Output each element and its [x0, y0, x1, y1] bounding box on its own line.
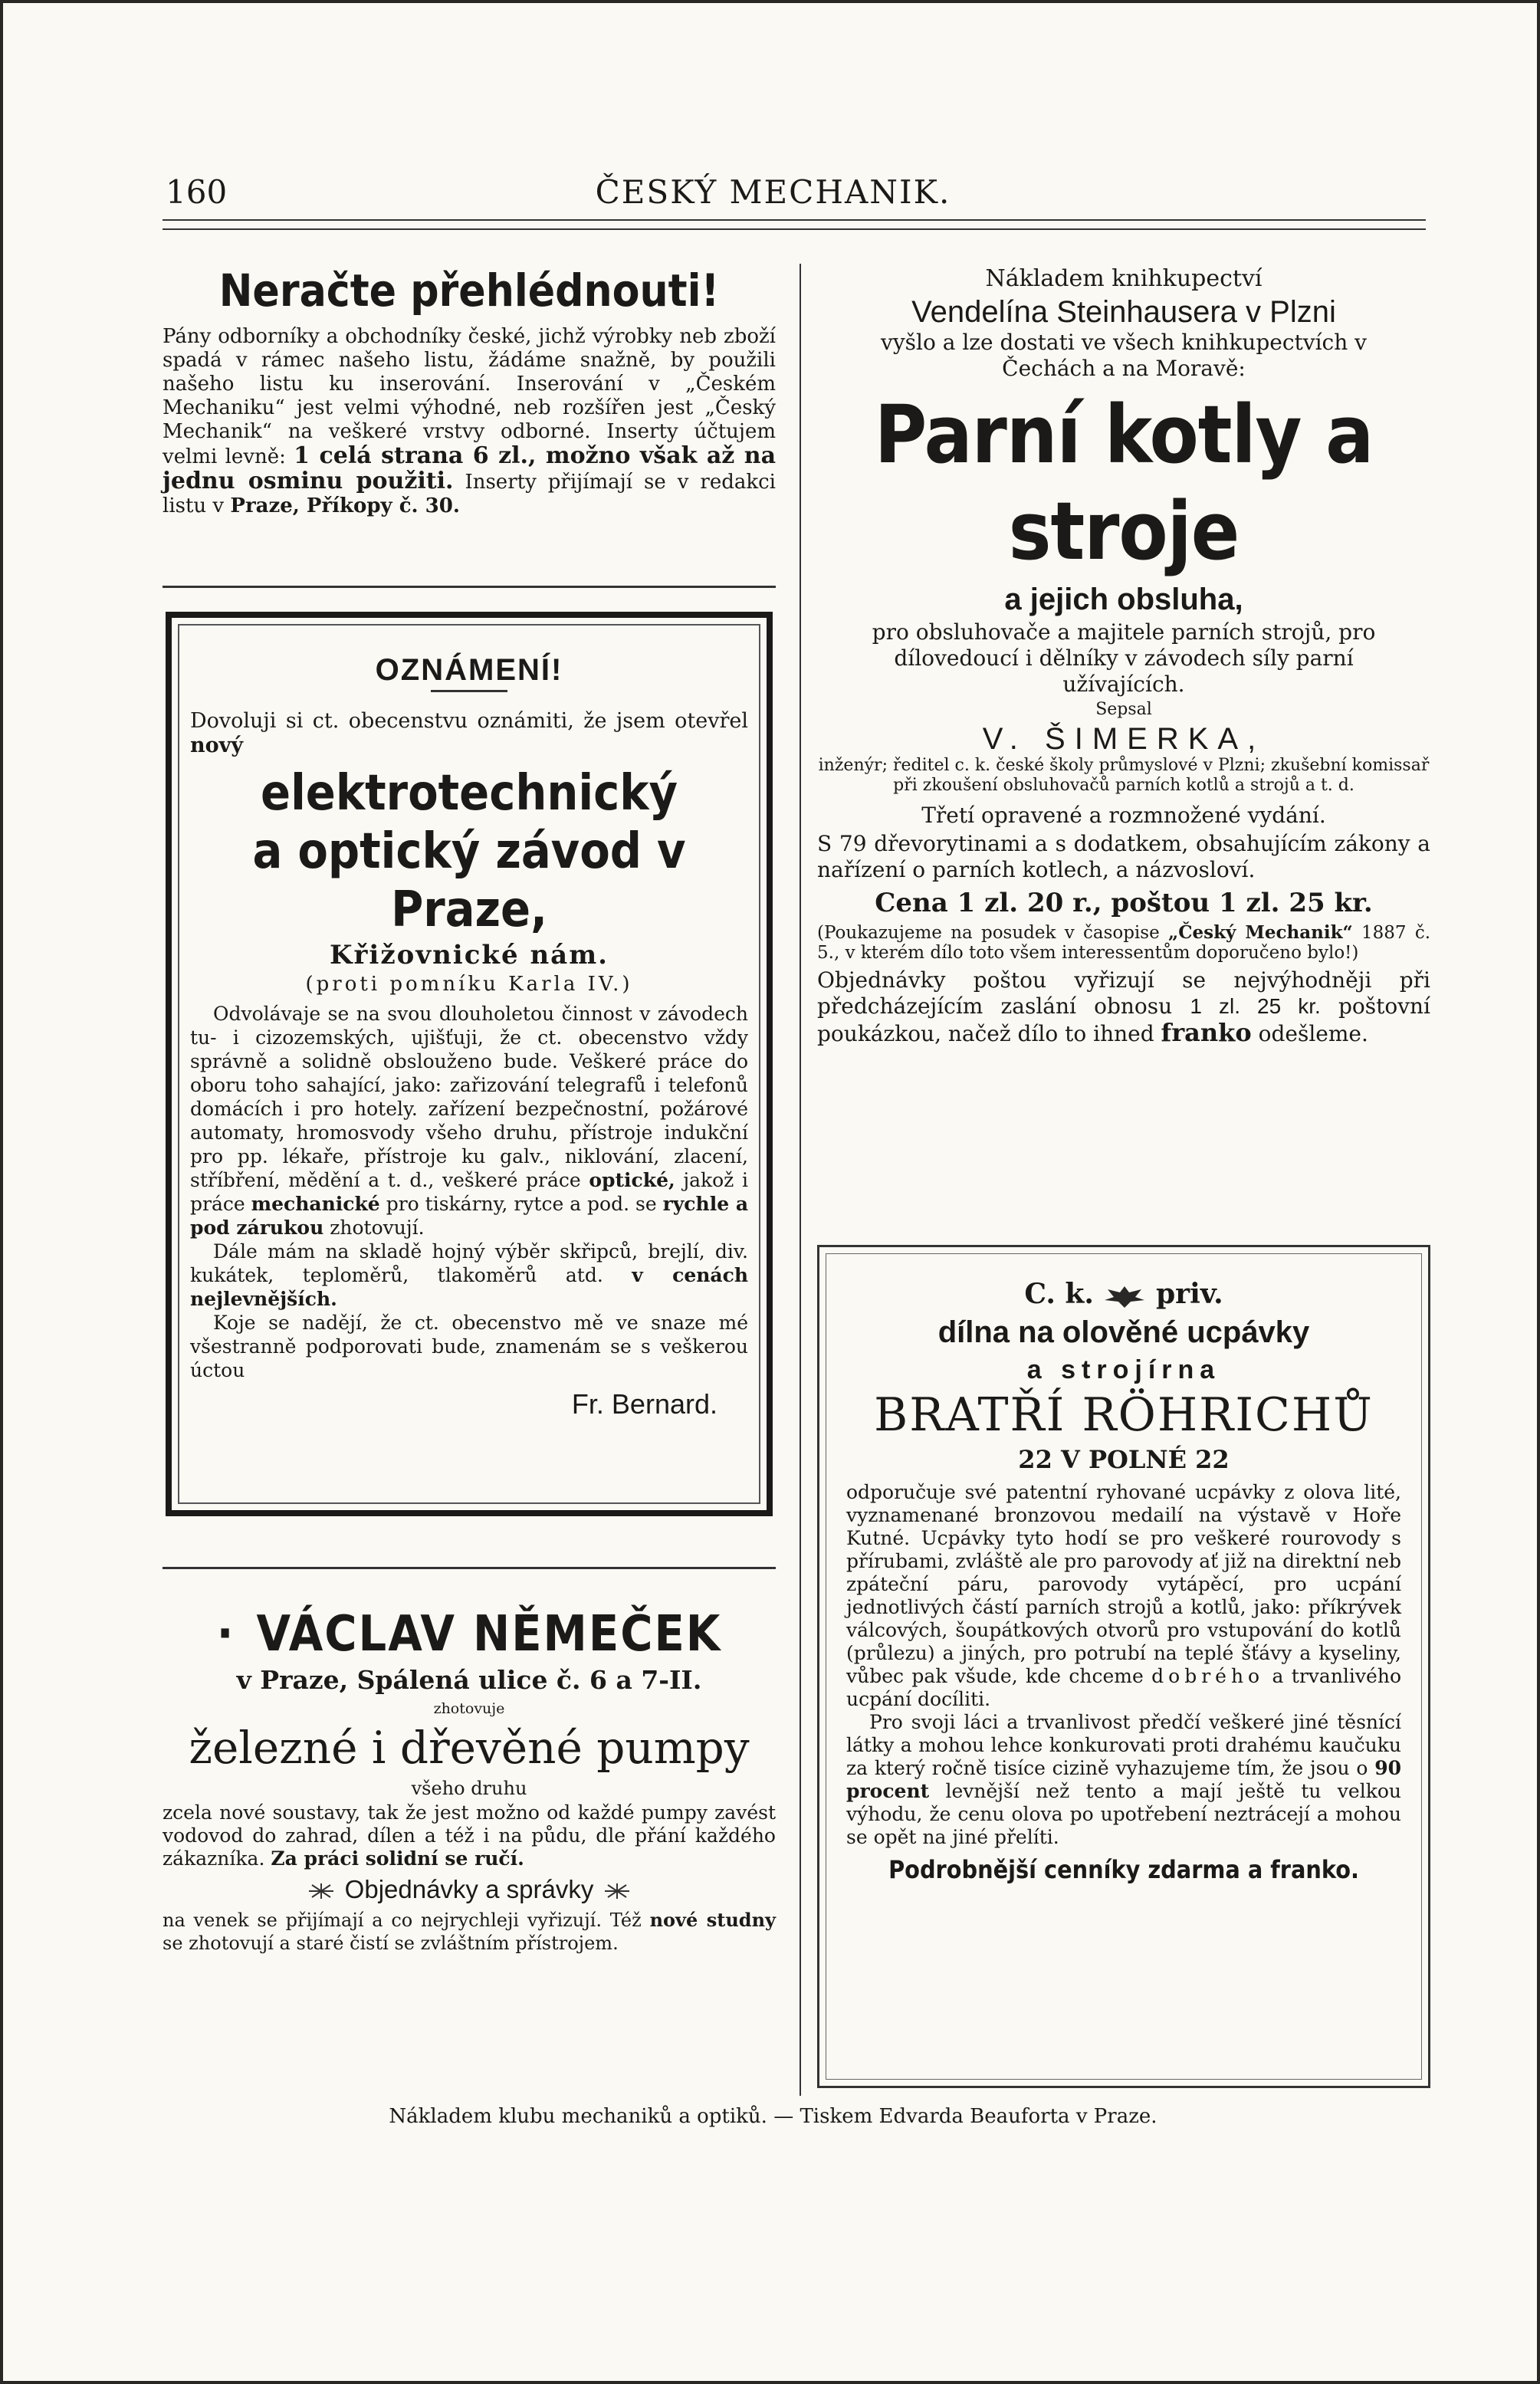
book-ad [817, 264, 1430, 1047]
rohrich-line2: dílna na olověné ucpávky [937, 1315, 1310, 1349]
rohrich-body-spaced: dobrého [1151, 1665, 1265, 1687]
nemecek-wells: nové studny [649, 1909, 776, 1931]
book-audience: pro obsluhovače a majitele parních strojů, pro dílovedoucí i dělníky v závodech síly parní užívajících. [872, 619, 1376, 697]
oznameni-address: Křižovnické nám. [329, 940, 609, 970]
rohrich-line1b: priv. [1156, 1278, 1223, 1310]
rohrich-line1a: C. k. [1024, 1278, 1094, 1310]
rohrich-content [846, 1276, 1401, 1890]
oznameni-heading: OZNÁMENÍ! [375, 653, 563, 687]
book-title: Parní kotly a stroje [874, 388, 1374, 578]
book-edition: Třetí opravené a rozmnožené vydání. [921, 803, 1326, 828]
rohrich-percent: 90 procent [846, 1757, 1401, 1802]
book-order-amount: 1 zl. 25 kr. [1190, 994, 1321, 1018]
rohrich-footer: Podrobnější cenníky zdarma a franko. [888, 1855, 1359, 1884]
oznameni-body-3: Koje se nadějí, že ct. obecenstvo mě ve snaze mé všestranně podporovati bude, znamenám se s veškerou úctou [190, 1312, 748, 1381]
ornament-icon [306, 1882, 337, 1900]
page-number: 160 [166, 173, 228, 211]
oznameni-title-2: a optický závod v Praze, [252, 823, 686, 938]
oznameni-body-2: Dále mám na skladě hojný výběr skřipců, brejlí, div. kukátek, teploměrů, tlakoměrů atd. [190, 1240, 748, 1286]
oznameni-body-1d: zhotovují. [330, 1217, 425, 1239]
oznameni-body-1c: pro tiskárny, rytce a pod. se [386, 1193, 657, 1215]
notice-price: 1 celá strana 6 zl., možno však až na jednu osminu použiti. [163, 442, 777, 494]
eagle-emblem-icon [1103, 1283, 1146, 1309]
column-divider [800, 264, 801, 2096]
oznameni-intro: Dovoluji si ct. obecenstvu oznámiti, že jsem otevřel [190, 709, 748, 733]
nemecek-makes: zhotovuje [433, 1700, 505, 1717]
rohrich-body-b: a trvanlivého ucpání docíliti. [846, 1665, 1401, 1710]
bullet-dot: · [216, 1606, 235, 1663]
notice-ad [163, 264, 776, 518]
notice-title: Neračte přehlédnouti! [218, 264, 720, 317]
separator [163, 586, 776, 588]
nemecek-kinds: všeho druhu [411, 1778, 527, 1799]
book-author-info: inženýr; ředitel c. k. české školy průmyslové v Plzni; zkušební komissař při zkoušení obsluhovačů parních kotlů a strojů a t. d. [818, 756, 1430, 795]
book-wrote: Sepsal [1095, 700, 1152, 719]
oznameni-intro-bold: nový [190, 734, 244, 757]
ornament-icon [602, 1882, 632, 1900]
book-publisher-name: Vendelína Steinhausera v Plzni [911, 295, 1336, 329]
book-price: Cena 1 zl. 20 r., poštou 1 zl. 25 kr. [875, 888, 1373, 918]
nemecek-orders: Objednávky a správky [344, 1875, 594, 1903]
book-review-b: 1887 č. 5., v kterém dílo toto všem interessentům doporučeno bylo!) [817, 923, 1431, 963]
rohrich-place: 22 V POLNÉ 22 [1018, 1445, 1230, 1474]
book-contents: S 79 dřevorytinami a s dodatkem, obsahujícím zákony a nařízení o parních kotlech, a názvosloví. [817, 831, 1430, 882]
rohrich-body: odporučuje své patentní ryhované ucpávky z olova lité, vyznamenané bronzovou medailí na výstavě v Hoře Kutné. Ucpávky tyto hodí se pro veškeré rourovody s přírubami, zvláště ale pro parovody ať již na direktní neb zpáteční páru, parovody vytápěcí, pro ucpání jednotlivých částí parních strojů a kotlů, jako: příkrývek válcových, šoupátkových otvorů pro vstupování do kotlů (průlezu) a jiných, pro potrubí na teplé šťávy a kyseliny, vůbec pak všude, kde chceme [846, 1481, 1401, 1687]
book-franko: franko [1161, 1018, 1252, 1047]
book-subtitle: a jejich obsluha, [1004, 583, 1243, 616]
oznameni-address-note: (proti pomníku Karla IV.) [305, 973, 633, 996]
notice-tail: Inserty přijímají se v redakci listu v [163, 471, 776, 517]
book-available: vyšlo a lze dostati ve všech knihkupectvích v Čechách a na Moravě: [881, 330, 1367, 381]
nemecek-product: železné i dřevěné pumpy [189, 1722, 750, 1774]
oznameni-mechanics: mechanické [251, 1193, 380, 1215]
oznameni-signature: Fr. Bernard. [571, 1388, 717, 1420]
notice-address: Praze, Příkopy č. 30. [230, 494, 460, 517]
imprint: Nákladem klubu mechaniků a optiků. — Tiskem Edvarda Beauforta v Praze. [389, 2105, 1157, 2128]
rohrich-name: BRATŘÍ RÖHRICHŮ [874, 1388, 1374, 1442]
nemecek-tail-b: se zhotovují a staré čistí se zvláštním přístrojem. [163, 1932, 619, 1954]
oznameni-body-1: Odvolávaje se na svou dlouholetou činnost v závodech tu- i cizozemských, ujišťuji, že ct. obecenstvo vždy správně a solidně obslouženo bude. Veškeré práce do oboru toho sahající, jako: zařizování telegrafů i telefonů domácích i pro hotely. zařízení bezpečnostní, požárové automaty, hromosvody všeho druhu, přístroje indukční pro pp. lékaře, přístroje ku galv., niklování, zlacení, stříbření, mědění a t. d., veškeré práce [190, 1003, 748, 1191]
notice-body: Pány odborníky a obchodníky české, jichž výrobky neb zboží spadá v rámec našeho listu, žádáme snažně, by použili našeho listu ku inserování. Inserování v „Českém Mechaniku“ jest velmi výhodné, neb rozšířen jest „Český Mechanik“ na veškeré vrstvy odborné. Inserty účtujem velmi levně: [163, 325, 776, 468]
oznameni-title-1: elektrotechnický [261, 765, 678, 822]
oznameni-optics: optické, [589, 1169, 675, 1191]
book-author: V. ŠIMERKA, [982, 722, 1266, 756]
rohrich-line3: a strojírna [1026, 1355, 1221, 1384]
nemecek-ad [163, 1605, 776, 1955]
nemecek-address: v Praze, Spálená ulice č. 6 a 7-II. [236, 1665, 702, 1695]
book-review-journal: „Český Mechanik“ [1168, 922, 1353, 943]
separator [163, 1567, 776, 1569]
heading-underline [431, 690, 507, 692]
nemecek-body: zcela nové soustavy, tak že jest možno od každé pumpy zavést vodovod do zahrad, dílen a též i na půdu, dle přání každého zákazníka. [163, 1801, 776, 1870]
book-order: Objednávky poštou vyřizují se nejvýhodněji při předcházejícím zaslání obnosu [817, 967, 1430, 1019]
oznameni-body-1b: jakož i práce [190, 1169, 748, 1215]
rohrich-body-2b: levnější než tento a mají ještě tu velkou výhodu, že cenu olova po upotřebení neztrácejí a mohou se opět na jiné přelíti. [846, 1780, 1401, 1848]
nemecek-name: VÁCLAV NĚMEČEK [256, 1606, 722, 1663]
nemecek-guarantee: Za práci solidní se ručí. [271, 1847, 524, 1870]
rohrich-body-2: Pro svoji láci a trvanlivost předčí veškeré jiné těsnící látky a mohou lehce konkurovati proti drahému kaučuku za který ročně tisíce cizině vyhazujeme tím, že jsou o [846, 1711, 1401, 1779]
oznameni-guarantee: rychle a pod zárukou [190, 1193, 749, 1239]
journal-title: ČESKÝ MECHANIK. [595, 173, 951, 211]
book-review: (Poukazujeme na posudek v časopise [817, 923, 1160, 943]
nemecek-tail: na venek se přijímají a co nejrychleji vyřizují. Též [163, 1909, 642, 1931]
book-order-c: odešleme. [1258, 1021, 1368, 1046]
book-publisher-line: Nákladem knihkupectví [985, 265, 1263, 292]
header-rule [163, 219, 1426, 230]
oznameni-prices: v cenách nejlevnějších. [190, 1264, 748, 1310]
oznameni-content [190, 652, 748, 1422]
book-order-b: poštovní poukázkou, načež dílo to ihned [817, 993, 1431, 1046]
